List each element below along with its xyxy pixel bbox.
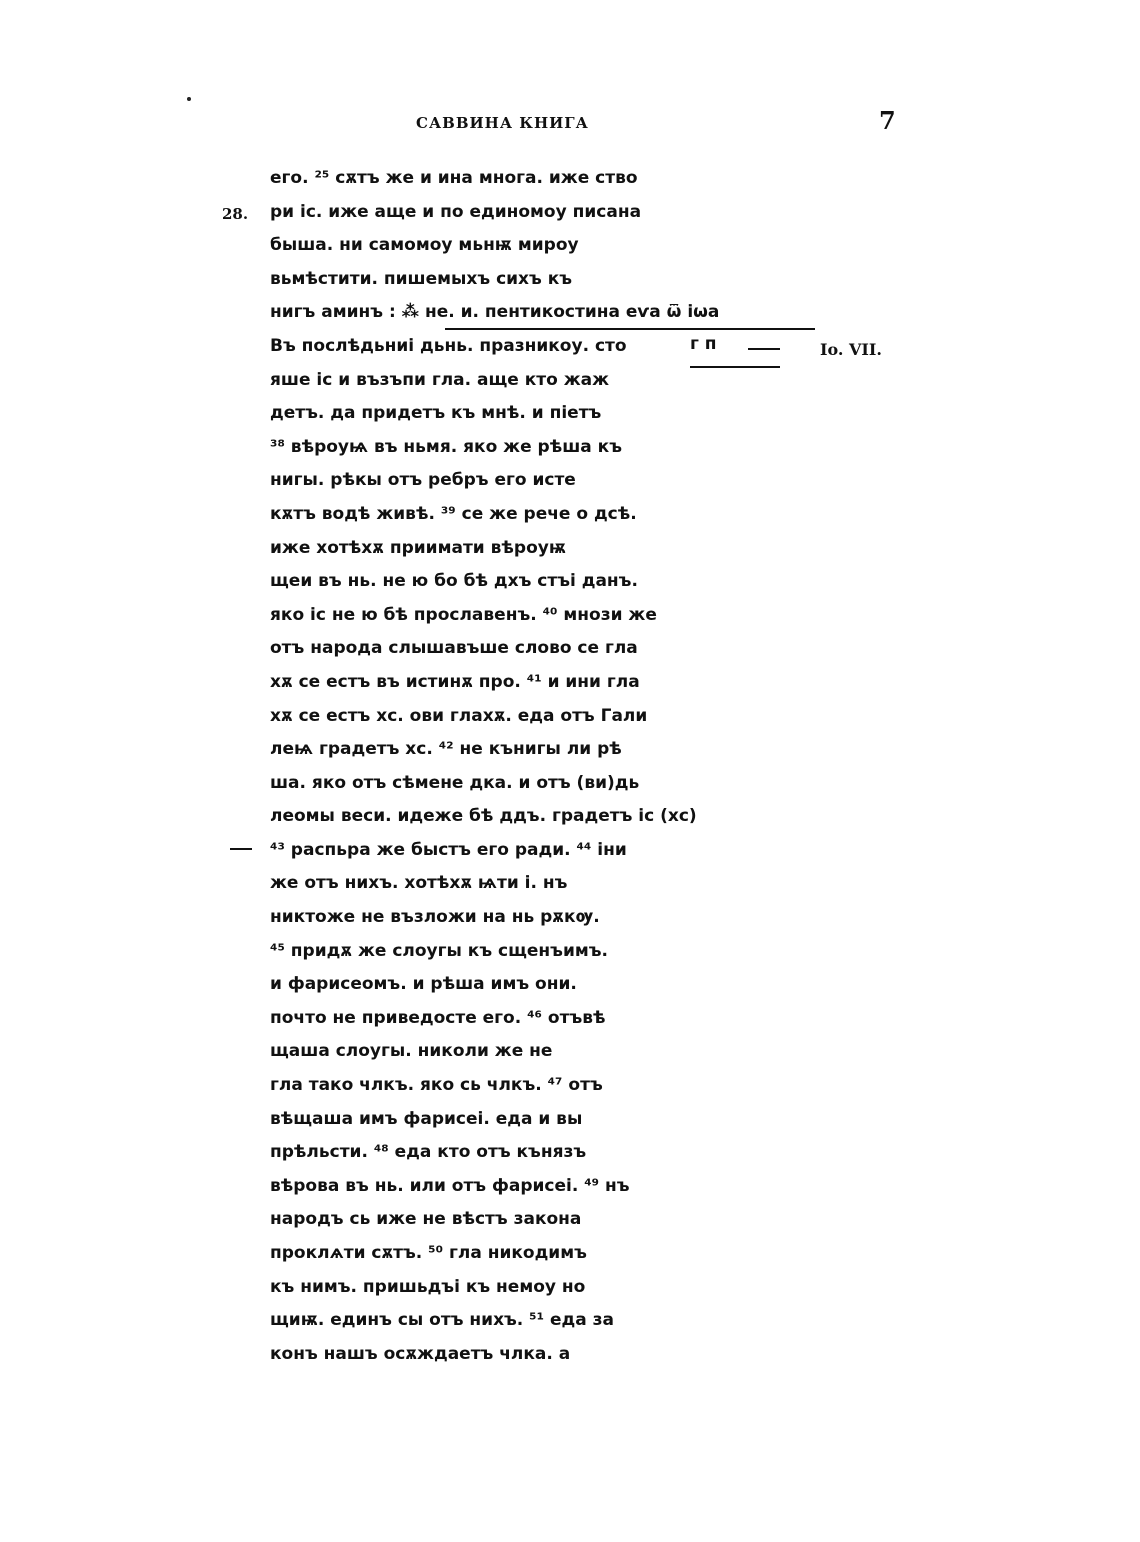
text-line: ша. яко отъ сѣмене дка. и отъ (ви)дь — [270, 772, 640, 793]
text-line: никтоже не възложи на нь рѫкѹ. — [270, 907, 600, 928]
text-line: и фарисеомъ. и рѣша имъ они. — [270, 974, 577, 995]
ink-dot — [187, 97, 191, 101]
margin-dash — [230, 848, 252, 850]
text-line: ⁴³ распьра же быстъ его ради. ⁴⁴ іни — [270, 839, 627, 860]
text-line: вѣрова въ нь. или отъ фарисеі. ⁴⁹ нъ — [270, 1175, 630, 1196]
text-line: конъ нашъ осѫждаетъ члка. а — [270, 1343, 571, 1364]
text-line: щиѭ. единъ сы отъ нихъ. ⁵¹ еда за — [270, 1310, 614, 1331]
text-column — [270, 162, 830, 1371]
text-line: кѫтъ водѣ живѣ. ³⁹ се же рече о дсѣ. — [270, 503, 637, 524]
text-line: ри іс. иже аще и по единомоу писана — [270, 201, 642, 222]
text-line: леомы веси. идеже бѣ ддъ. градетъ іс (хс) — [270, 806, 697, 827]
text-line: гла тако члкъ. яко сь члкъ. ⁴⁷ отъ — [270, 1075, 603, 1096]
text-line: нигы. рѣкы отъ ребръ его исте — [270, 470, 576, 491]
page-number: 7 — [879, 106, 896, 135]
text-line: отъ народа слышавъше слово се гла — [270, 638, 638, 659]
text-line: же отъ нихъ. хотѣхѫ ѩти і. нъ — [270, 873, 568, 894]
rubric-continuation: г п — [690, 334, 717, 354]
text-line: детъ. да придетъ къ мнѣ. и піетъ — [270, 403, 602, 424]
text-line: его. ²⁵ сѫтъ же и ина многа. иже ство — [270, 168, 638, 188]
text-line: яше іс и възъпи гла. аще кто жаж — [270, 369, 610, 390]
text-line: къ нимъ. пришьдъі къ немоу но — [270, 1276, 586, 1297]
text-line: народъ сь иже не вѣстъ закона — [270, 1209, 582, 1230]
chapter-number: 28. — [222, 205, 249, 223]
text-line: быша. ни самомоу мьнѭ мироу — [270, 235, 579, 256]
text-line: Въ послѣдьниі дьнь. празникоу. сто — [270, 335, 627, 356]
text-line: щеи въ нь. не ю бо бѣ дхъ стъі данъ. — [270, 571, 638, 592]
text-line: почто не приведосте его. ⁴⁶ отъвѣ — [270, 1007, 606, 1028]
text-line: ⁴⁵ придѫ же слоугы къ сщенъимъ. — [270, 940, 608, 961]
text-line: яко іс не ю бѣ прославенъ. ⁴⁰ мнози же — [270, 604, 657, 625]
text-line: щаша слоугы. николи же не — [270, 1041, 553, 1062]
running-title: САВВИНА КНИГА — [416, 114, 589, 132]
text-line: прѣльсти. ⁴⁸ еда кто отъ кънязъ — [270, 1142, 587, 1163]
text-line: иже хотѣхѫ приимати вѣроуѭ — [270, 537, 566, 558]
text-line: вѣщаша имъ фарисеі. еда и вы — [270, 1108, 583, 1129]
text-line: ³⁸ вѣроуѩ въ ньмя. яко же рѣша къ — [270, 436, 622, 457]
text-line: хѫ се естъ въ истинѫ про. ⁴¹ и ини гла — [270, 671, 640, 692]
text-line: нигъ аминъ : ⁂ не. и. пентикостина еѵа ѿ іѡа — [270, 302, 720, 323]
text-line: вьмѣстити. пишемыхъ сихъ къ — [270, 268, 573, 289]
text-line: леѩ градетъ хс. ⁴² не кънигы ли рѣ — [270, 739, 622, 760]
margin-reference: Io. VII. — [820, 340, 882, 359]
text-line: проклѧти сѫтъ. ⁵⁰ гла никодимъ — [270, 1243, 587, 1263]
text-line: хѫ се естъ хс. ови глахѫ. еда отъ Гали — [270, 705, 648, 726]
